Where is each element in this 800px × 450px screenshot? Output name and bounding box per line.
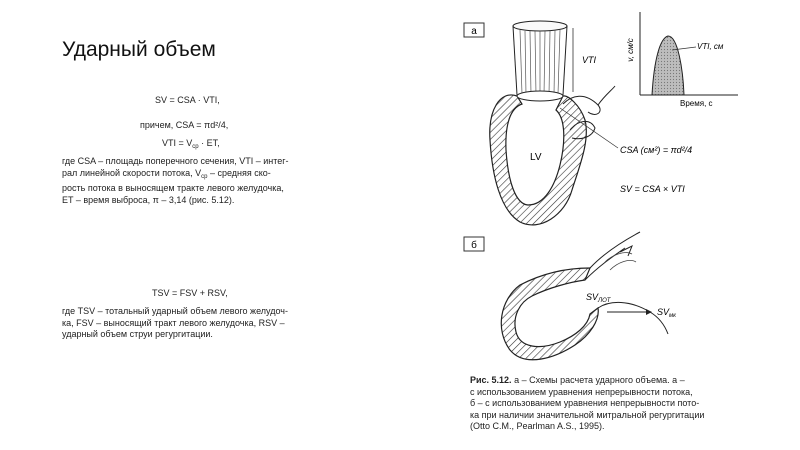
where-line-1: где CSA – площадь поперечного сечения, VTI – интег- [62,156,289,166]
caption-line-3: б – с использованием уравнения непрерывности пото- [470,398,700,408]
sv-mk-sub: мк [669,313,676,319]
csa-label: CSA (см²) = πd²/4 [620,145,693,155]
tsv-line-3: ударный объем струи регургитации. [62,329,213,339]
lv-label: LV [530,152,542,163]
panel-a-label-box [464,23,484,37]
graph-vti-label: VTI, см [697,42,724,51]
sv-lot-label [586,292,612,304]
graph-yaxis-label: v, см/с [626,38,635,62]
lv-wall-b [501,268,598,360]
caption-line-4: ка при наличии значительной митральной регургитации [470,409,705,420]
sv-lot-sub: ЛОТ [598,298,611,304]
sv-formula: SV = CSA · VTI, [155,95,220,105]
panel-a-label: а [471,26,477,37]
sv-mk-main: SV [657,307,670,317]
where-line-4: ET – время выброса, π – 3,14 (рис. 5.12). [62,194,235,205]
tsv-line-2: ка, FSV – выносящий тракт левого желудочка, RSV – [62,317,285,328]
vti-formula-suffix: · ET, [198,138,220,148]
caption-line-2: с использованием уравнения непрерывности потока, [470,386,693,397]
tsv-line-1: где TSV – тотальный ударный объем левого желудоч- [62,306,288,316]
csa-formula: причем, CSA = πd²/4, [140,120,229,130]
vti-formula-prefix: VTI = V [162,138,193,148]
caption-bold: Рис. 5.12. [470,375,512,385]
where-line-2-sub: ср [201,173,208,180]
caption-line-1 [470,375,770,387]
caption-line-5: (Otto C.M., Pearlman A.S., 1995). [470,421,605,431]
sv-mk-label [657,307,677,319]
where-line-2-head: рал линейной скорости потока, V [62,167,202,178]
where-line-2-tail: – средняя ско- [207,167,271,178]
vti-label: VTI [582,55,597,65]
figure-caption [470,375,770,433]
panel-b-label-box [464,237,484,251]
sv-lot-main: SV [586,292,599,302]
graph-xaxis-label: Время, с [680,99,713,108]
sv-formula-figure: SV = CSA × VTI [620,184,685,194]
panel-b-label: б [471,240,477,251]
slide-title: Ударный объем [62,38,216,61]
vti-formula-sub: ср [192,144,199,150]
velocity-graph [626,12,738,108]
tsv-formula: TSV = FSV + RSV, [152,288,228,298]
vti-cylinder [513,21,567,95]
caption-line-1-text: а – Схемы расчета ударного объема. а – [511,375,685,385]
where-line-3: рость потока в выносящем тракте левого желудочка, [62,183,284,193]
